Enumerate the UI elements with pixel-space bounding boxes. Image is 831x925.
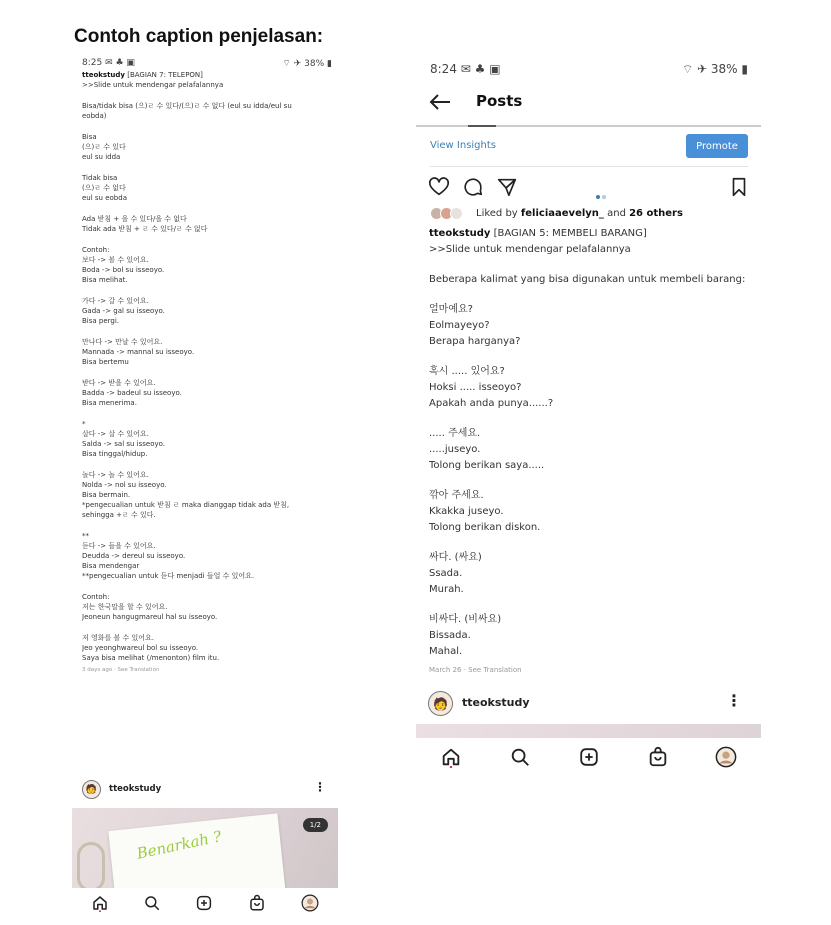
shop-icon[interactable] xyxy=(647,746,669,768)
image-handwriting: Benarkah ? xyxy=(135,827,224,863)
paper-sheet xyxy=(108,813,285,888)
post-caption xyxy=(429,226,751,678)
caption-paragraph xyxy=(429,364,751,412)
status-bar xyxy=(82,58,332,70)
caption-line: Ssada. xyxy=(429,568,463,579)
post-actions xyxy=(428,176,750,198)
bottom-nav xyxy=(416,738,761,774)
status-left: 8:25 ✉ ♣ ▣ xyxy=(82,58,135,68)
caption-line: Salda -> sal su isseoyo. xyxy=(82,440,166,448)
avatar[interactable]: 🧑 xyxy=(82,780,101,799)
caption-line: Eolmayeyo? xyxy=(429,320,490,331)
caption-line: 깎아 주세요. xyxy=(429,490,484,501)
caption-line: 살다 -> 살 수 있어요. xyxy=(82,430,149,438)
caption-line: **pengecualian untuk 듣다 menjadi 들얼 수 있어요. xyxy=(82,572,255,580)
caption-paragraph xyxy=(429,550,751,598)
caption-paragraph xyxy=(82,214,330,234)
more-options-icon[interactable]: ⋮ xyxy=(726,691,742,710)
caption-line: 듣다 -> 들을 수 있어요. xyxy=(82,542,156,550)
caption-paragraph xyxy=(82,132,330,162)
image-counter-badge: 1/2 xyxy=(303,818,328,832)
caption-line: Deudda -> dereul su isseoyo. xyxy=(82,552,186,560)
caption-line: 받다 -> 받을 수 있어요. xyxy=(82,379,156,387)
divider xyxy=(430,166,748,167)
caption-line: Bisa bermain. xyxy=(82,491,131,499)
status-left: 8:24 ✉ ♣ ▣ xyxy=(430,62,501,76)
caption-paragraph xyxy=(429,612,751,660)
caption-line: 만나다 -> 만날 수 있어요. xyxy=(82,338,163,346)
post-image[interactable] xyxy=(416,724,761,738)
caption-line: 싸다. (싸요) xyxy=(429,552,482,563)
caption-paragraph xyxy=(82,470,330,520)
home-icon[interactable] xyxy=(440,746,462,768)
username[interactable]: tteokstudy xyxy=(462,696,530,709)
caption-line: Apakah anda punya......? xyxy=(429,398,554,409)
caption-line: Kkakka juseyo. xyxy=(429,506,504,517)
caption-line: 저는 한국말을 할 수 있어요. xyxy=(82,603,168,611)
caption-line: Berapa harganya? xyxy=(429,336,521,347)
create-post-icon[interactable] xyxy=(195,894,213,912)
post-header xyxy=(428,691,750,717)
caption-line: *pengecualian untuk 받침 ㄹ maka dianggap tidak ada 받침, xyxy=(82,501,290,509)
avatar[interactable]: 🧑 xyxy=(428,691,453,716)
home-icon[interactable] xyxy=(91,894,109,912)
caption-line: * xyxy=(82,420,86,428)
post-image[interactable] xyxy=(72,808,338,888)
caption-line: .....juseyo. xyxy=(429,444,481,455)
caption-line: Contoh: xyxy=(82,593,110,601)
caption-paragraph xyxy=(82,592,330,622)
caption-paragraph xyxy=(82,378,330,408)
caption-line: Bisa pergi. xyxy=(82,317,120,325)
divider xyxy=(416,125,761,127)
caption-line: Beberapa kalimat yang bisa digunakan untuk membeli barang: xyxy=(429,274,746,285)
caption-line: >>Slide untuk mendengar pelafalannya xyxy=(429,244,631,255)
caption-line: 얼마예요? xyxy=(429,304,473,315)
caption-line: Tidak ada 받침 + ㄹ 수 있다/ㄹ 수 없다 xyxy=(82,225,208,233)
page-heading: Contoh caption penjelasan: xyxy=(74,26,324,47)
caption-paragraph xyxy=(82,531,330,581)
status-right: ⌔ ✈ 38% ▮ xyxy=(681,62,748,76)
caption-line: >>Slide untuk mendengar pelafalannya xyxy=(82,81,224,89)
caption-line: Bisa tinggal/hidup. xyxy=(82,450,148,458)
caption-line: eul su eobda xyxy=(82,194,127,202)
like-heart-icon[interactable] xyxy=(428,176,450,198)
caption-line: 놀다 -> 놀 수 있어요. xyxy=(82,471,149,479)
caption-line: Badda -> badeul su isseoyo. xyxy=(82,389,182,397)
bottom-nav xyxy=(72,888,338,919)
caption-line: Bisa melihat. xyxy=(82,276,128,284)
top-app-bar xyxy=(416,84,761,120)
search-icon[interactable] xyxy=(509,746,531,768)
caption-line: Hoksi ..... isseoyo? xyxy=(429,382,522,393)
caption-line: Ada 받침 + 을 수 있다/을 수 없다 xyxy=(82,215,187,223)
liker-avatars xyxy=(430,207,468,221)
caption-line: ** xyxy=(82,532,89,540)
caption-line: 비싸다. (비싸요) xyxy=(429,614,502,625)
carousel-dots xyxy=(596,184,610,189)
caption-line: Gada -> gal su isseoyo. xyxy=(82,307,165,315)
back-arrow-icon[interactable] xyxy=(428,92,452,112)
caption-paragraph xyxy=(82,101,330,121)
likes-summary[interactable]: Liked by feliciaaevelyn_ and 26 others xyxy=(430,207,750,223)
caption-paragraph xyxy=(82,70,330,90)
caption-line: Tidak bisa xyxy=(82,174,118,182)
caption-paragraph xyxy=(82,173,330,203)
post-caption xyxy=(82,70,330,675)
caption-line: Bisa xyxy=(82,133,97,141)
caption-line: Mannada -> mannal su isseoyo. xyxy=(82,348,195,356)
status-right: ⌔ ✈ 38% ▮ xyxy=(282,59,332,69)
caption-line: eul su idda xyxy=(82,153,121,161)
caption-paragraph xyxy=(82,296,330,326)
left-phone-screenshot xyxy=(72,54,338,919)
caption-line: 가다 -> 갈 수 있어요. xyxy=(82,297,149,305)
caption-line: Bissada. xyxy=(429,630,471,641)
caption-line: Saya bisa melihat (/menonton) film itu. xyxy=(82,654,220,662)
timestamp-see-translation[interactable]: March 26 · See Translation xyxy=(429,666,522,674)
status-bar xyxy=(430,62,748,76)
caption-paragraph xyxy=(82,633,330,663)
right-phone-screenshot xyxy=(416,54,761,774)
caption-line: Bisa/tidak bisa (으)ㄹ 수 있다/(으)ㄹ 수 없다 (eul su idda/eul su xyxy=(82,102,292,110)
caption-paragraph xyxy=(82,419,330,459)
share-send-icon[interactable] xyxy=(496,176,518,198)
caption-line: (으)ㄹ 수 없다 xyxy=(82,184,126,192)
promote-button[interactable]: Promote xyxy=(686,134,748,158)
search-icon[interactable] xyxy=(143,894,161,912)
caption-line: Nolda -> nol su isseoyo. xyxy=(82,481,167,489)
caption-line: Bisa mendengar xyxy=(82,562,140,570)
caption-line: Boda -> bol su isseoyo. xyxy=(82,266,165,274)
caption-paragraph xyxy=(82,337,330,367)
username[interactable]: tteokstudy xyxy=(109,784,162,794)
caption-line: ..... 주세요. xyxy=(429,428,481,439)
comment-icon[interactable] xyxy=(462,176,484,198)
caption-line: (으)ㄹ 수 있다 xyxy=(82,143,126,151)
caption-line: Mahal. xyxy=(429,646,463,657)
create-post-icon[interactable] xyxy=(578,746,600,768)
caption-line: Tolong berikan saya..... xyxy=(429,460,545,471)
view-insights-link[interactable]: View Insights xyxy=(430,140,497,151)
caption-line: tteokstudy [BAGIAN 7: TELEPON] xyxy=(82,71,203,79)
caption-paragraph xyxy=(429,426,751,474)
caption-line: Tolong berikan diskon. xyxy=(429,522,541,533)
caption-line: Bisa bertemu xyxy=(82,358,129,366)
caption-line: Jeo yeonghwareul bol su isseoyo. xyxy=(82,644,199,652)
caption-line: 혹시 ..... 있어요? xyxy=(429,366,505,377)
caption-line: Murah. xyxy=(429,584,464,595)
caption-paragraph xyxy=(429,488,751,536)
caption-paragraph xyxy=(429,272,751,288)
more-options-icon[interactable]: ⋮ xyxy=(314,780,326,794)
caption-line: eobda) xyxy=(82,112,107,120)
caption-line: Bisa menerima. xyxy=(82,399,137,407)
caption-paragraph xyxy=(429,226,751,258)
caption-line: 저 영화를 볼 수 있어요. xyxy=(82,634,154,642)
caption-line: 보다 -> 볼 수 있어요. xyxy=(82,256,149,264)
shop-icon[interactable] xyxy=(248,894,266,912)
save-bookmark-icon[interactable] xyxy=(728,176,750,198)
page-title: Posts xyxy=(476,92,523,110)
caption-line: sehingga +ㄹ 수 있다. xyxy=(82,511,156,519)
profile-avatar-icon[interactable] xyxy=(301,894,319,912)
caption-line: Contoh: xyxy=(82,246,110,254)
profile-avatar-icon[interactable] xyxy=(715,746,737,768)
post-header xyxy=(82,780,332,802)
caption-line: Jeoneun hangugmareul hal su isseoyo. xyxy=(82,613,218,621)
ring-binder-decoration xyxy=(77,842,105,888)
caption-line: tteokstudy [BAGIAN 5: MEMBELI BARANG] xyxy=(429,228,647,239)
caption-paragraph xyxy=(82,245,330,285)
timestamp-see-translation[interactable]: 3 days ago · See Translation xyxy=(82,667,160,673)
caption-paragraph xyxy=(429,302,751,350)
